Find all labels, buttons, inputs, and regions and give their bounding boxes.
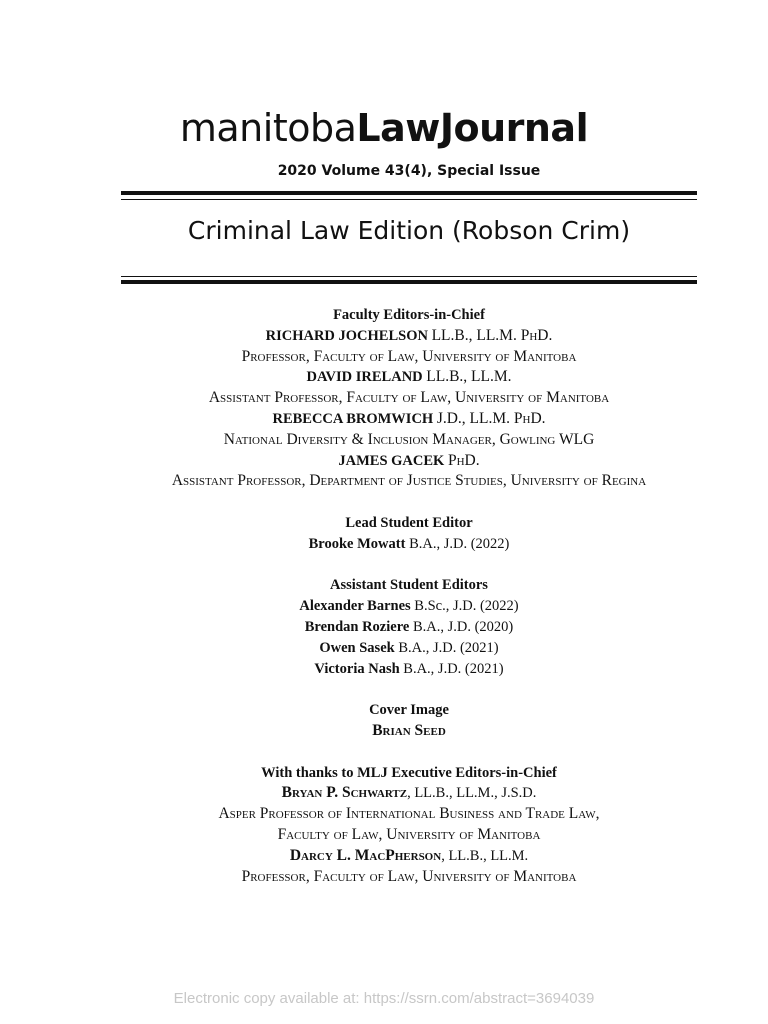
editor-credentials: , LL.B., LL.M. (441, 847, 529, 864)
volume-line: 2020 Volume 43(4), Special Issue (277, 163, 541, 179)
student-name: Brooke Mowatt (308, 535, 406, 552)
editor-affiliation: Professor, Faculty of Law, University of Manitoba (241, 867, 577, 885)
student-name: Owen Sasek (319, 639, 395, 656)
faculty-editor-2 (120, 367, 698, 388)
student-name: Brendan Roziere (304, 618, 410, 635)
executive-editor-1 (120, 783, 698, 804)
student-credentials: B.A., J.D. (2022) (409, 535, 510, 552)
editor-credentials: PhD. (447, 451, 480, 469)
journal-name-light: manitoba (179, 106, 357, 150)
faculty-editor-3 (120, 409, 698, 430)
student-name: Alexander Barnes (299, 598, 411, 615)
editor-affiliation: Professor, Faculty of Law, University of Manitoba (241, 347, 577, 365)
cover-artist: Brian Seed (372, 721, 446, 739)
assistant-student-3 (120, 638, 698, 659)
editor-name: Bryan P. Schwartz (281, 784, 408, 802)
editor-credentials: LL.B., LL.M. (426, 368, 512, 386)
editor-name: Darcy L. MacPherson (289, 846, 442, 864)
journal-masthead (0, 104, 768, 152)
top-rule-thick (121, 191, 697, 195)
assistant-student-2 (120, 617, 698, 638)
journal-name-bold: LawJournal (356, 106, 589, 150)
editorial-credits (120, 305, 698, 887)
editor-credentials: J.D., LL.M. PhD. (436, 409, 546, 427)
faculty-editor-1 (120, 326, 698, 347)
assistant-student-1 (120, 596, 698, 617)
edition-title: Criminal Law Edition (Robson Crim) (187, 216, 631, 245)
bottom-rule-thick (121, 280, 697, 284)
lead-student-heading: Lead Student Editor (345, 514, 473, 531)
assistant-students-heading: Assistant Student Editors (330, 577, 488, 594)
editor-name: JAMES GACEK (338, 452, 445, 469)
editor-name: DAVID IRELAND (306, 369, 423, 386)
editor-affiliation: National Diversity & Inclusion Manager, Gowling WLG (223, 430, 595, 448)
editor-affiliation: Assistant Professor, Department of Justice Studies, University of Regina (171, 472, 647, 490)
student-credentials: B.A., J.D. (2021) (398, 639, 499, 656)
student-credentials: B.A., J.D. (2021) (403, 660, 504, 677)
ssrn-footer: Electronic copy available at: https://ssrn.com/abstract=3694039 (173, 990, 595, 1007)
top-rule-thin (121, 199, 697, 200)
editor-affiliation: Faculty of Law, University of Manitoba (277, 825, 541, 843)
editor-name: RICHARD JOCHELSON (265, 327, 428, 344)
cover-heading: Cover Image (369, 702, 449, 719)
assistant-student-4 (120, 659, 698, 680)
student-credentials: B.Sc., J.D. (2022) (414, 598, 519, 615)
editor-credentials: , LL.B., LL.M., J.S.D. (407, 785, 537, 802)
faculty-editor-4 (120, 451, 698, 472)
editor-credentials: LL.B., LL.M. PhD. (431, 326, 553, 344)
student-name: Victoria Nash (314, 660, 400, 677)
thanks-heading: With thanks to MLJ Executive Editors-in-Chief (261, 764, 557, 781)
editor-affiliation: Asper Professor of International Business and Trade Law, (218, 805, 600, 823)
lead-student-editor (120, 534, 698, 555)
editor-affiliation: Assistant Professor, Faculty of Law, University of Manitoba (208, 389, 610, 407)
faculty-heading: Faculty Editors-in-Chief (333, 307, 485, 323)
bottom-rule-thin (121, 276, 697, 277)
student-credentials: B.A., J.D. (2020) (412, 618, 514, 635)
editor-name: REBECCA BROMWICH (272, 410, 434, 427)
executive-editor-2 (120, 846, 698, 867)
